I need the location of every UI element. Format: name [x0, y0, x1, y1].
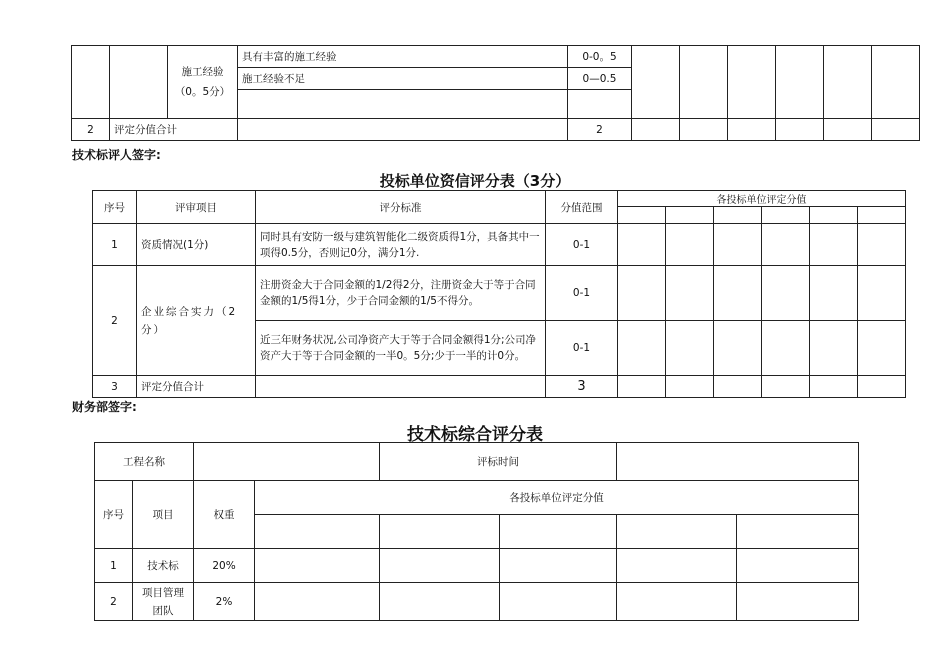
bidder-score-cell[interactable] — [762, 266, 810, 321]
bidder-score-cell[interactable] — [666, 321, 714, 376]
bidder-column-cell — [737, 515, 859, 549]
row-range: 0-1 — [546, 224, 618, 266]
bidder-score-cell[interactable] — [618, 266, 666, 321]
bidder-score-cell[interactable] — [858, 224, 906, 266]
range-cell: 0—0.5 — [568, 68, 632, 90]
bidder-score-cell[interactable] — [714, 224, 762, 266]
bidder-score-cell[interactable] — [680, 46, 728, 119]
bidder-score-cell[interactable] — [632, 119, 680, 141]
bidder-score-cell[interactable] — [872, 46, 920, 119]
summary-score-table — [94, 442, 859, 621]
header-bidders: 各投标单位评定分值 — [618, 191, 906, 207]
bidder-score-cell[interactable] — [618, 224, 666, 266]
row-seq: 2 — [95, 583, 133, 621]
review-time-label: 评标时间 — [380, 443, 617, 481]
row-item: 资质情况(1分) — [137, 224, 256, 266]
bidder-score-cell[interactable] — [810, 376, 858, 398]
bidder-score-cell[interactable] — [810, 321, 858, 376]
finance-signature-label: 财务部签字: — [72, 400, 137, 414]
bidder-score-cell[interactable] — [714, 321, 762, 376]
review-time-value[interactable] — [617, 443, 859, 481]
total-label-cell: 评定分值合计 — [110, 119, 238, 141]
total-range-cell: 2 — [568, 119, 632, 141]
range-cell — [568, 90, 632, 119]
header-item: 项目 — [133, 481, 194, 549]
bidder-score-cell[interactable] — [666, 266, 714, 321]
summary-table-title: 技术标综合评分表 — [407, 425, 543, 445]
bidder-score-cell[interactable] — [714, 376, 762, 398]
bidder-score-cell[interactable] — [714, 266, 762, 321]
total-seq-cell: 3 — [93, 376, 137, 398]
bidder-score-cell[interactable] — [666, 224, 714, 266]
row-item: 企业综合实力（2分） — [137, 266, 256, 376]
tech-signature-label: 技术标评人签字: — [72, 148, 161, 162]
row-criteria: 注册资金大于合同金额的1/2得2分，注册资金大于等于合同金额的1/5得1分，少于合同金额的1/5不得分。 — [256, 266, 546, 321]
header-seq: 序号 — [95, 481, 133, 549]
bidder-score-cell[interactable] — [824, 46, 872, 119]
bidder-column-cell — [255, 515, 380, 549]
bidder-score-cell[interactable] — [666, 376, 714, 398]
bidder-score-cell[interactable] — [824, 119, 872, 141]
row-criteria: 近三年财务状况,公司净资产大于等于合同金额得1分;公司净资产大于等于合同金额的一半0。5分;少于一半的计0分。 — [256, 321, 546, 376]
bidder-score-cell[interactable] — [500, 583, 617, 621]
credit-score-table — [92, 190, 906, 398]
project-name-value[interactable] — [194, 443, 380, 481]
row-range: 0-1 — [546, 266, 618, 321]
bidder-score-cell[interactable] — [255, 549, 380, 583]
row-item: 项目管理团队 — [133, 583, 194, 621]
bidder-column-cell — [858, 207, 906, 224]
bidder-score-cell[interactable] — [255, 583, 380, 621]
total-range-cell: 3 — [546, 376, 618, 398]
bidder-score-cell[interactable] — [680, 119, 728, 141]
empty-seq-cell — [72, 46, 110, 119]
bidder-score-cell[interactable] — [810, 224, 858, 266]
bidder-column-cell — [618, 207, 666, 224]
bidder-column-cell — [762, 207, 810, 224]
header-item: 评审项目 — [137, 191, 256, 224]
bidder-column-cell — [810, 207, 858, 224]
bidder-score-cell[interactable] — [500, 549, 617, 583]
row-weight: 2% — [194, 583, 255, 621]
bidder-score-cell[interactable] — [776, 119, 824, 141]
bidder-score-cell[interactable] — [380, 549, 500, 583]
empty-criteria-cell — [256, 376, 546, 398]
bidder-score-cell[interactable] — [618, 376, 666, 398]
construction-experience-item: 施工经验（0。5分） — [168, 46, 238, 119]
row-range: 0-1 — [546, 321, 618, 376]
bidder-score-cell[interactable] — [380, 583, 500, 621]
total-label-cell: 评定分值合计 — [137, 376, 256, 398]
bidder-score-cell[interactable] — [858, 321, 906, 376]
bidder-score-cell[interactable] — [617, 549, 737, 583]
bidder-score-cell[interactable] — [762, 376, 810, 398]
row-seq: 1 — [93, 224, 137, 266]
project-name-label: 工程名称 — [95, 443, 194, 481]
row-seq: 1 — [95, 549, 133, 583]
bidder-column-cell — [380, 515, 500, 549]
row-item: 技术标 — [133, 549, 194, 583]
bidder-score-cell[interactable] — [728, 46, 776, 119]
row-weight: 20% — [194, 549, 255, 583]
top-score-table — [71, 45, 920, 141]
criterion-cell — [238, 90, 568, 119]
bidder-column-cell — [617, 515, 737, 549]
bidder-score-cell[interactable] — [618, 321, 666, 376]
row-seq: 2 — [93, 266, 137, 376]
criterion-cell: 施工经验不足 — [238, 68, 568, 90]
bidder-score-cell[interactable] — [858, 266, 906, 321]
bidder-score-cell[interactable] — [762, 224, 810, 266]
bidder-score-cell[interactable] — [810, 266, 858, 321]
empty-criterion-cell — [238, 119, 568, 141]
bidder-score-cell[interactable] — [872, 119, 920, 141]
bidder-score-cell[interactable] — [617, 583, 737, 621]
empty-item-cell — [110, 46, 168, 119]
bidder-column-cell — [714, 207, 762, 224]
row-criteria: 同时具有安防一级与建筑智能化二级资质得1分，具备其中一项得0.5分，否则记0分，满分1分. — [256, 224, 546, 266]
bidder-score-cell[interactable] — [632, 46, 680, 119]
credit-table-title: 投标单位资信评分表（3分） — [379, 172, 571, 190]
bidder-score-cell[interactable] — [737, 549, 859, 583]
bidder-score-cell[interactable] — [762, 321, 810, 376]
total-seq-cell: 2 — [72, 119, 110, 141]
header-range: 分值范围 — [546, 191, 618, 224]
header-seq: 序号 — [93, 191, 137, 224]
bidder-score-cell[interactable] — [737, 583, 859, 621]
header-criteria: 评分标准 — [256, 191, 546, 224]
bidder-score-cell[interactable] — [776, 46, 824, 119]
header-weight: 权重 — [194, 481, 255, 549]
criterion-cell: 具有丰富的施工经验 — [238, 46, 568, 68]
bidder-column-cell — [666, 207, 714, 224]
header-bidders: 各投标单位评定分值 — [255, 481, 859, 515]
bidder-column-cell — [500, 515, 617, 549]
bidder-score-cell[interactable] — [858, 376, 906, 398]
bidder-score-cell[interactable] — [728, 119, 776, 141]
range-cell: 0-0。5 — [568, 46, 632, 68]
